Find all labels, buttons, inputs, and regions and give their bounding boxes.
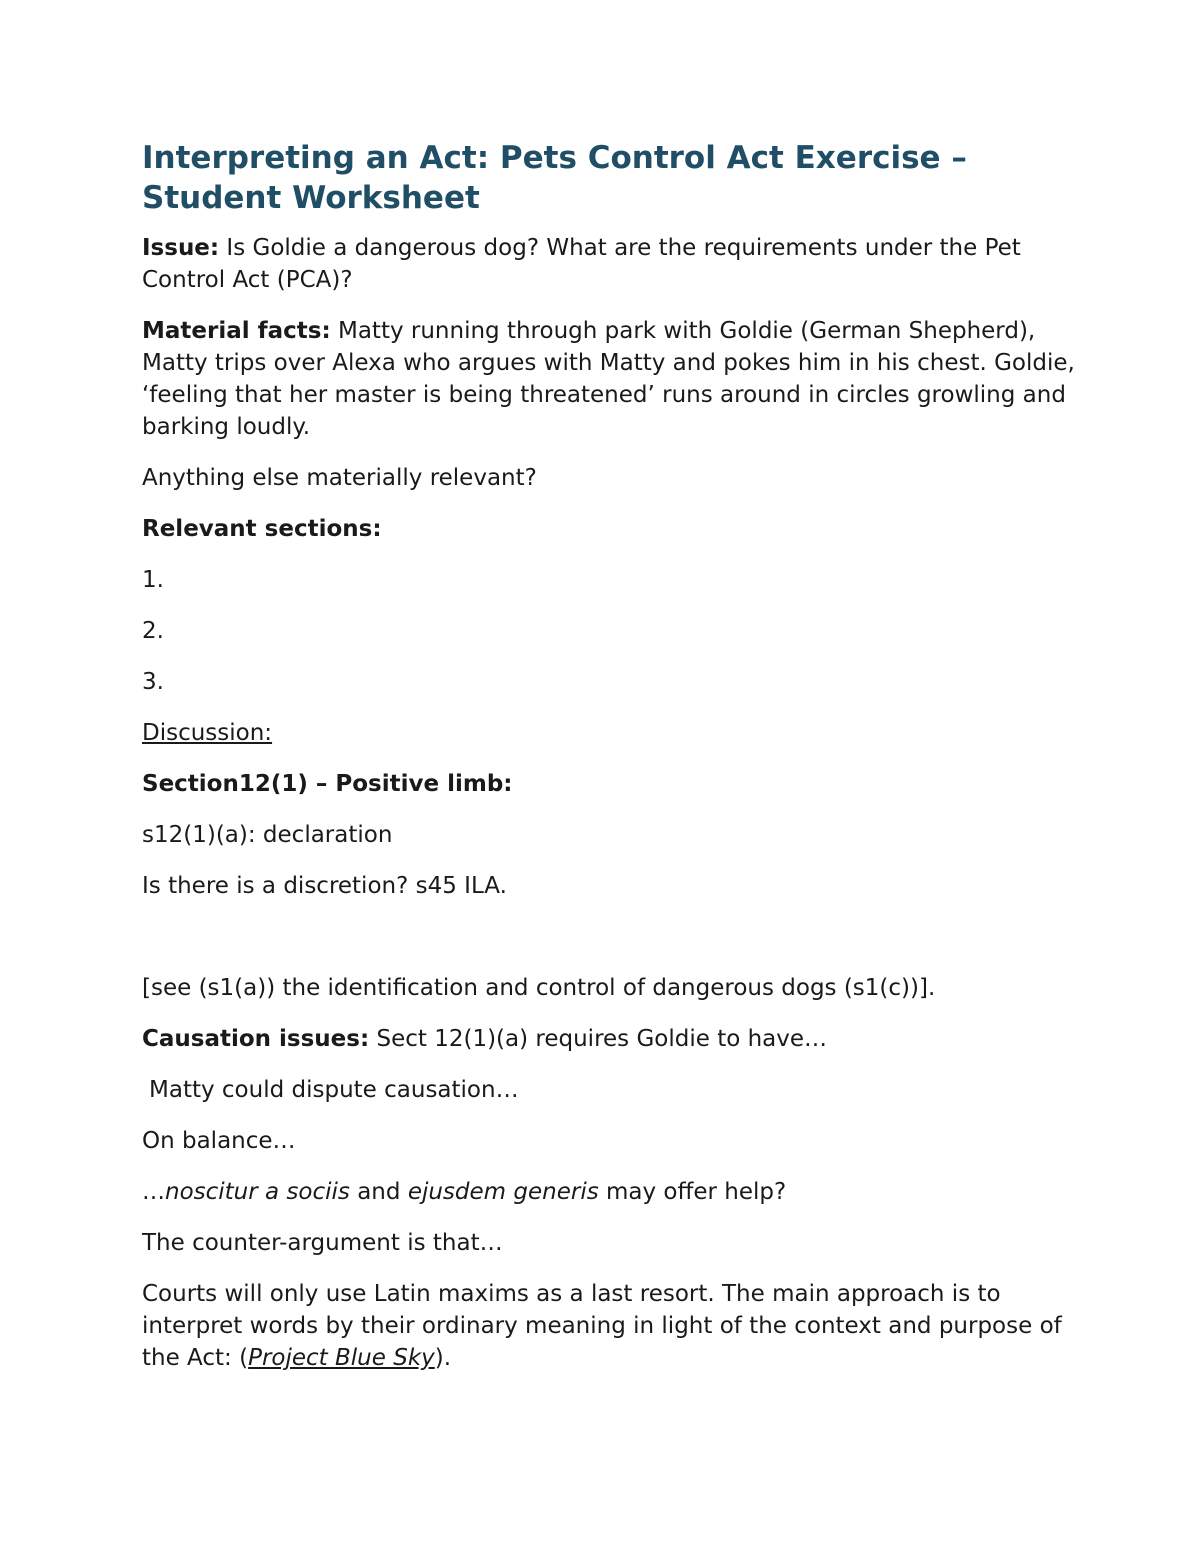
material-facts-paragraph bbox=[142, 315, 1082, 443]
on-balance-paragraph: On balance… bbox=[142, 1128, 296, 1154]
issue-paragraph bbox=[142, 232, 1082, 296]
latin-mid: and bbox=[349, 1179, 408, 1205]
latin-maxims-paragraph bbox=[142, 1176, 1082, 1208]
causation-text: Sect 12(1)(a) requires Goldie to have… bbox=[369, 1026, 828, 1052]
latin-term-noscitur: noscitur a sociis bbox=[165, 1179, 350, 1205]
discussion-label: Discussion: bbox=[142, 720, 273, 746]
discretion-paragraph: Is there is a discretion? s45 ILA. bbox=[142, 873, 507, 899]
title-line-1: Interpreting an Act: Pets Control Act Exercise – bbox=[142, 140, 967, 176]
relevant-section-item-1: 1. bbox=[142, 567, 164, 593]
latin-tail: may offer help? bbox=[598, 1179, 787, 1205]
relevant-sections-label: Relevant sections: bbox=[142, 516, 382, 542]
declaration-paragraph: s12(1)(a): declaration bbox=[142, 822, 393, 848]
worksheet-title bbox=[142, 138, 1082, 218]
case-name: Project Blue Sky bbox=[248, 1345, 435, 1371]
discussion-heading bbox=[142, 717, 1082, 749]
courts-paragraph bbox=[142, 1278, 1082, 1374]
latin-term-ejusdem: ejusdem generis bbox=[407, 1179, 599, 1205]
causation-paragraph bbox=[142, 1023, 1082, 1055]
relevant-section-item-3: 3. bbox=[142, 669, 164, 695]
anything-else-paragraph: Anything else materially relevant? bbox=[142, 465, 537, 491]
case-citation bbox=[248, 1345, 435, 1371]
issue-label: Issue: bbox=[142, 235, 220, 261]
latin-lead: … bbox=[142, 1179, 165, 1205]
material-facts-text: Matty running through park with Goldie (German Shepherd), Matty trips over Alexa who argues with Matty and pokes him in his chest. Goldie, ‘feeling that her master is being threatened’ runs around in circles growling and barking loudly. bbox=[142, 318, 1075, 440]
material-facts-label: Material facts: bbox=[142, 318, 331, 344]
section-12-heading bbox=[142, 768, 1082, 800]
causation-label: Causation issues: bbox=[142, 1026, 370, 1052]
worksheet-page bbox=[142, 138, 1082, 1393]
counter-argument-paragraph: The counter-argument is that… bbox=[142, 1230, 503, 1256]
blank-line bbox=[142, 921, 1082, 972]
relevant-sections-heading bbox=[142, 513, 1082, 545]
relevant-section-item-2: 2. bbox=[142, 618, 164, 644]
issue-text: Is Goldie a dangerous dog? What are the requirements under the Pet Control Act (PCA)? bbox=[142, 235, 1021, 293]
section-12-label: Section12(1) – Positive limb: bbox=[142, 771, 513, 797]
see-paragraph: [see (s1(a)) the identification and control of dangerous dogs (s1(c))]. bbox=[142, 975, 936, 1001]
courts-text: Courts will only use Latin maxims as a last resort. The main approach is to interpret words by their ordinary meaning in light of the context and purpose of the Act: ( bbox=[142, 1281, 1062, 1371]
courts-end: ). bbox=[434, 1345, 452, 1371]
title-line-2: Student Worksheet bbox=[142, 180, 480, 216]
dispute-paragraph: Matty could dispute causation… bbox=[149, 1077, 519, 1103]
